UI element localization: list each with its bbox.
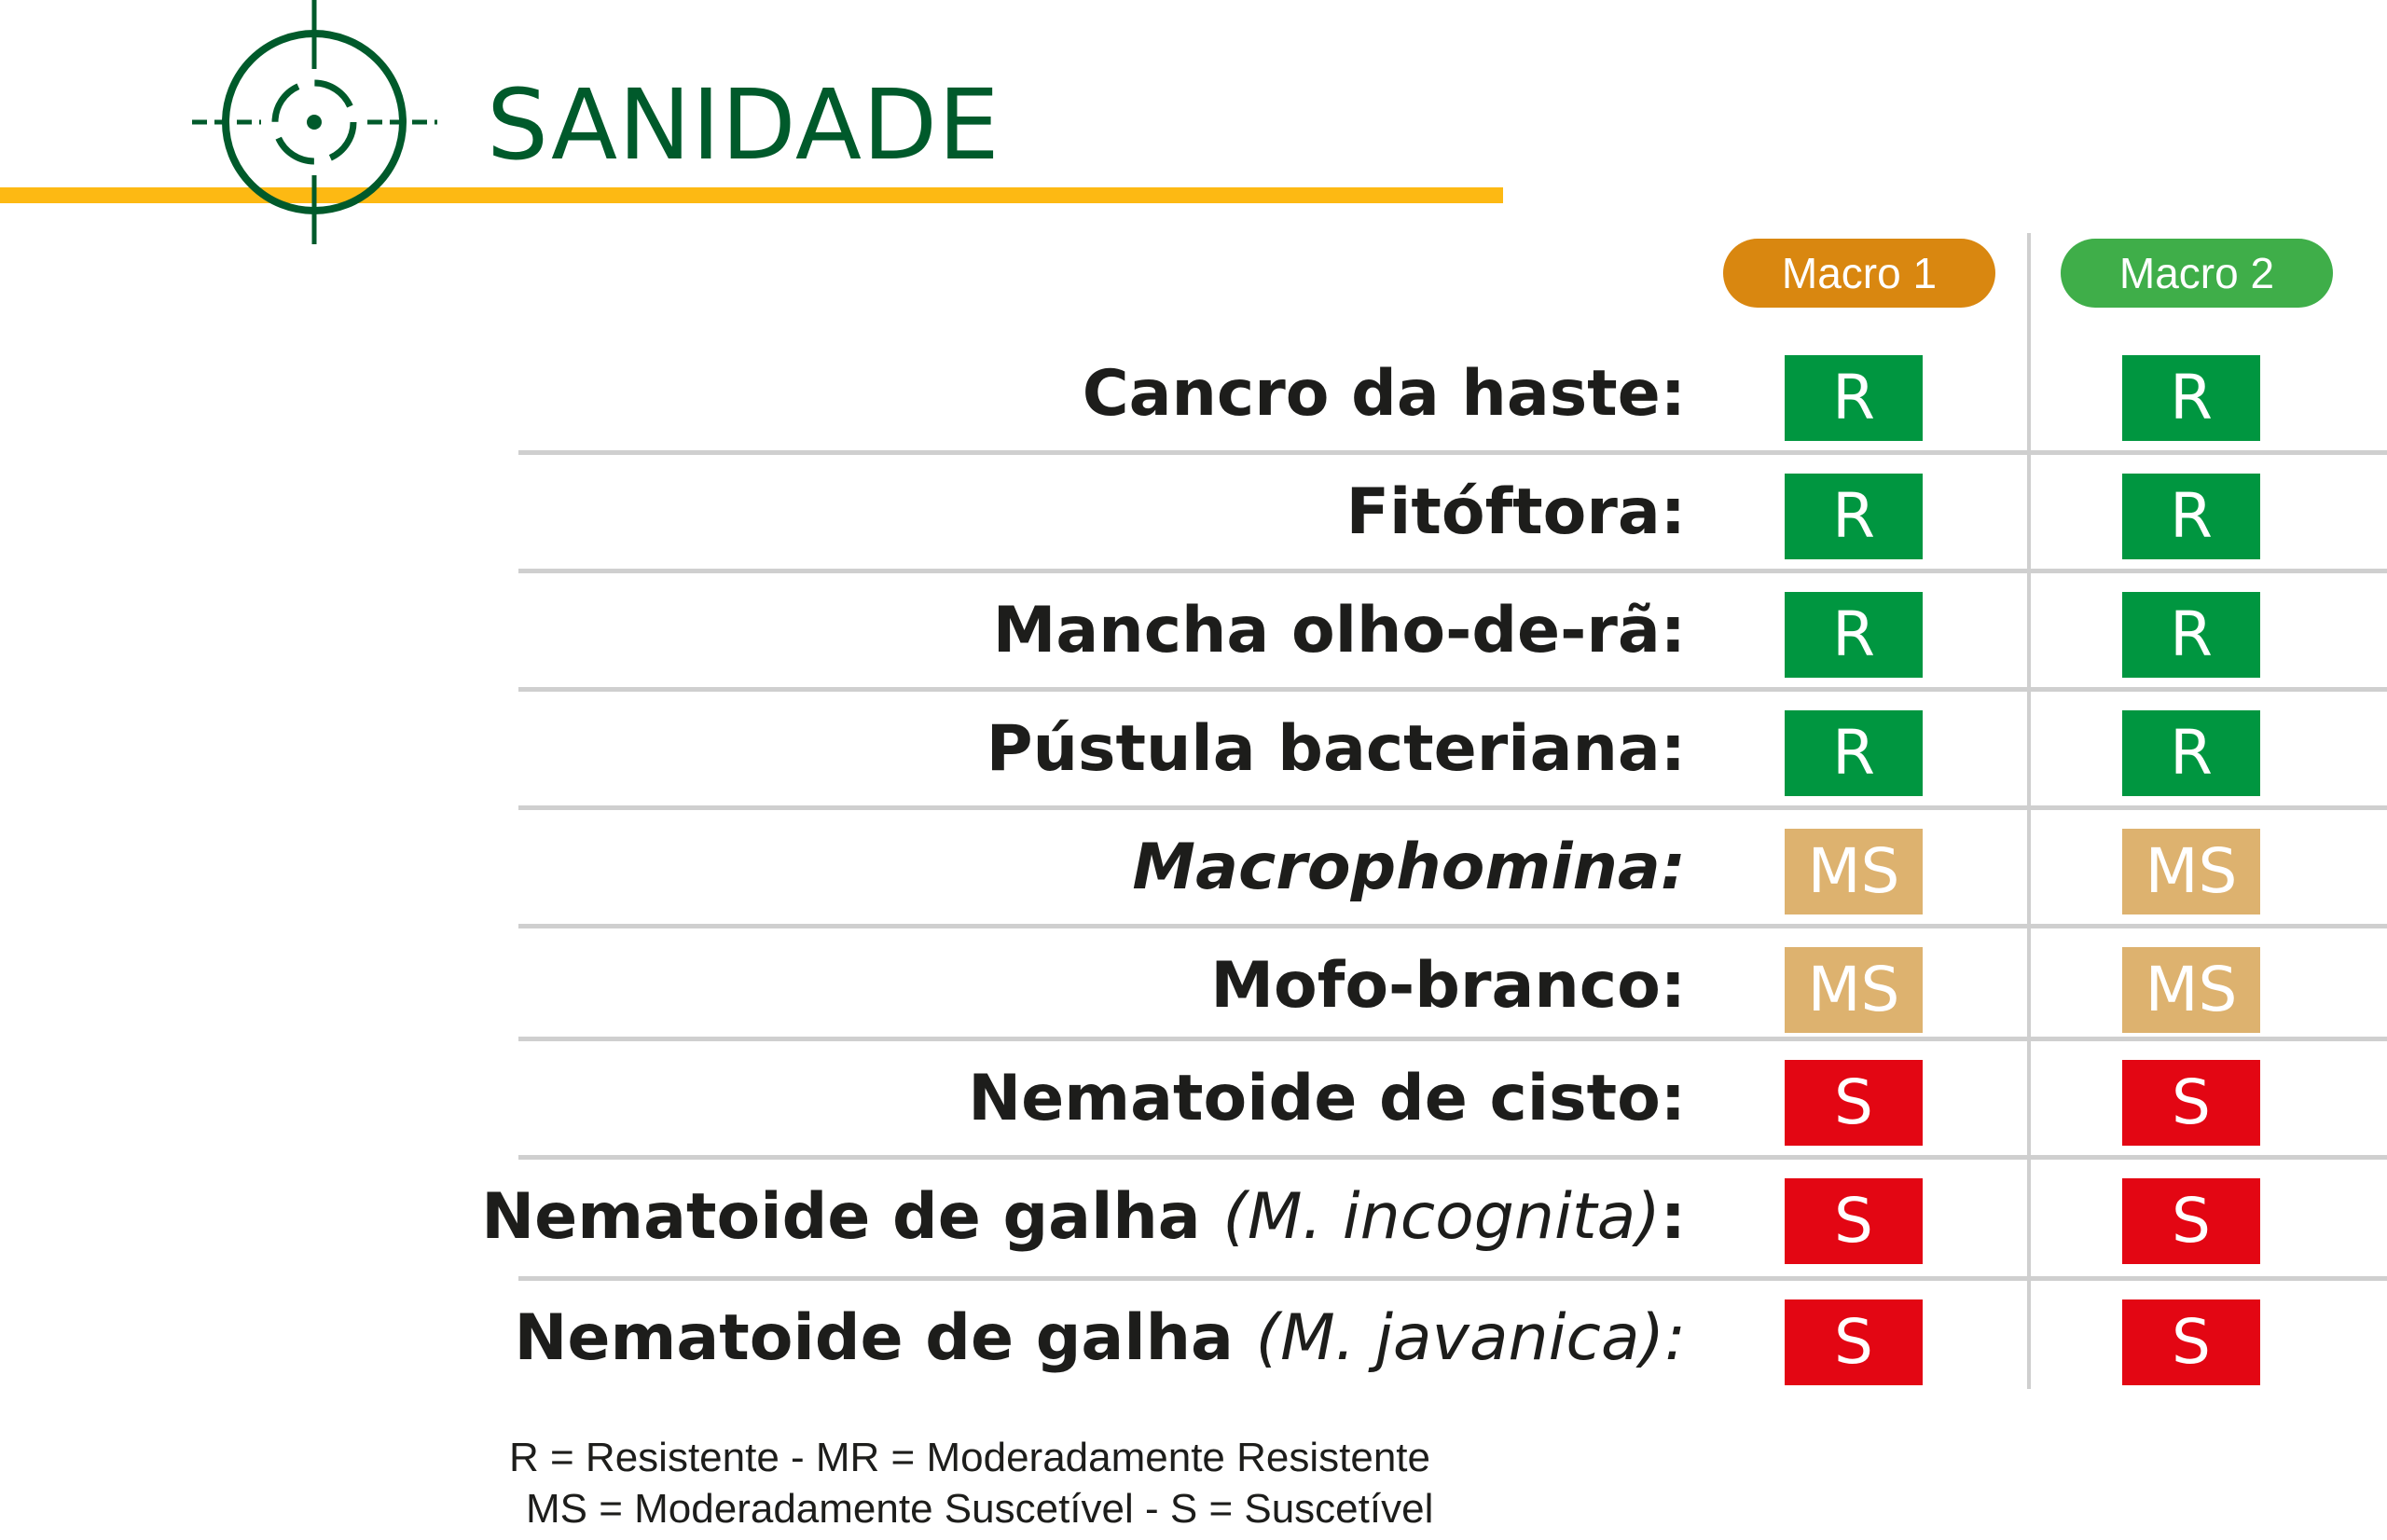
rating-badge-macro-1: S xyxy=(1785,1178,1923,1264)
row-label: Mancha olho-de-rã: xyxy=(992,594,1686,667)
table-row xyxy=(0,690,2387,808)
row-label: Macrophomina: xyxy=(1132,831,1686,904)
rating-badge-macro-1: S xyxy=(1785,1299,1923,1385)
table-row xyxy=(0,1279,2387,1397)
page-title: SANIDADE xyxy=(487,68,1000,182)
rating-badge-macro-2: MS xyxy=(2122,829,2260,914)
rating-badge-macro-2: R xyxy=(2122,474,2260,559)
row-label: Nematoide de galha (M. incognita): xyxy=(481,1180,1686,1254)
target-crosshair-icon xyxy=(186,0,443,244)
legend xyxy=(509,1432,1433,1534)
row-label: Cancro da haste: xyxy=(1082,357,1686,431)
table-row xyxy=(0,335,2387,453)
rating-badge-macro-2: S xyxy=(2122,1299,2260,1385)
rating-badge-macro-1: R xyxy=(1785,474,1923,559)
legend-line-1: R = Resistente - MR = Moderadamente Resistente xyxy=(509,1435,1431,1480)
row-label: Fitóftora: xyxy=(1345,475,1686,549)
rating-badge-macro-1: R xyxy=(1785,710,1923,796)
rating-badge-macro-1: MS xyxy=(1785,829,1923,914)
legend-line-2: MS = Moderadamente Suscetível - S = Suscetível xyxy=(526,1486,1434,1532)
rating-badge-macro-2: S xyxy=(2122,1060,2260,1146)
table-row xyxy=(0,453,2387,571)
row-label: Pústula bacteriana: xyxy=(986,712,1686,786)
rating-badge-macro-1: R xyxy=(1785,592,1923,678)
rating-badge-macro-2: R xyxy=(2122,592,2260,678)
table-row xyxy=(0,1158,2387,1276)
row-label: Mofo-branco: xyxy=(1210,949,1686,1023)
rating-badge-macro-2: R xyxy=(2122,710,2260,796)
rating-badge-macro-2: MS xyxy=(2122,947,2260,1033)
table-row xyxy=(0,808,2387,927)
column-header-macro-1: Macro 1 xyxy=(1723,239,1995,308)
rating-badge-macro-2: S xyxy=(2122,1178,2260,1264)
table-row xyxy=(0,1039,2387,1158)
rating-badge-macro-2: R xyxy=(2122,355,2260,441)
rating-badge-macro-1: S xyxy=(1785,1060,1923,1146)
rating-badge-macro-1: R xyxy=(1785,355,1923,441)
table-row xyxy=(0,927,2387,1045)
table-row xyxy=(0,571,2387,690)
column-header-macro-2: Macro 2 xyxy=(2061,239,2333,308)
rating-badge-macro-1: MS xyxy=(1785,947,1923,1033)
row-label: Nematoide de galha (M. javanica): xyxy=(514,1301,1686,1375)
row-label: Nematoide de cisto: xyxy=(968,1062,1686,1135)
